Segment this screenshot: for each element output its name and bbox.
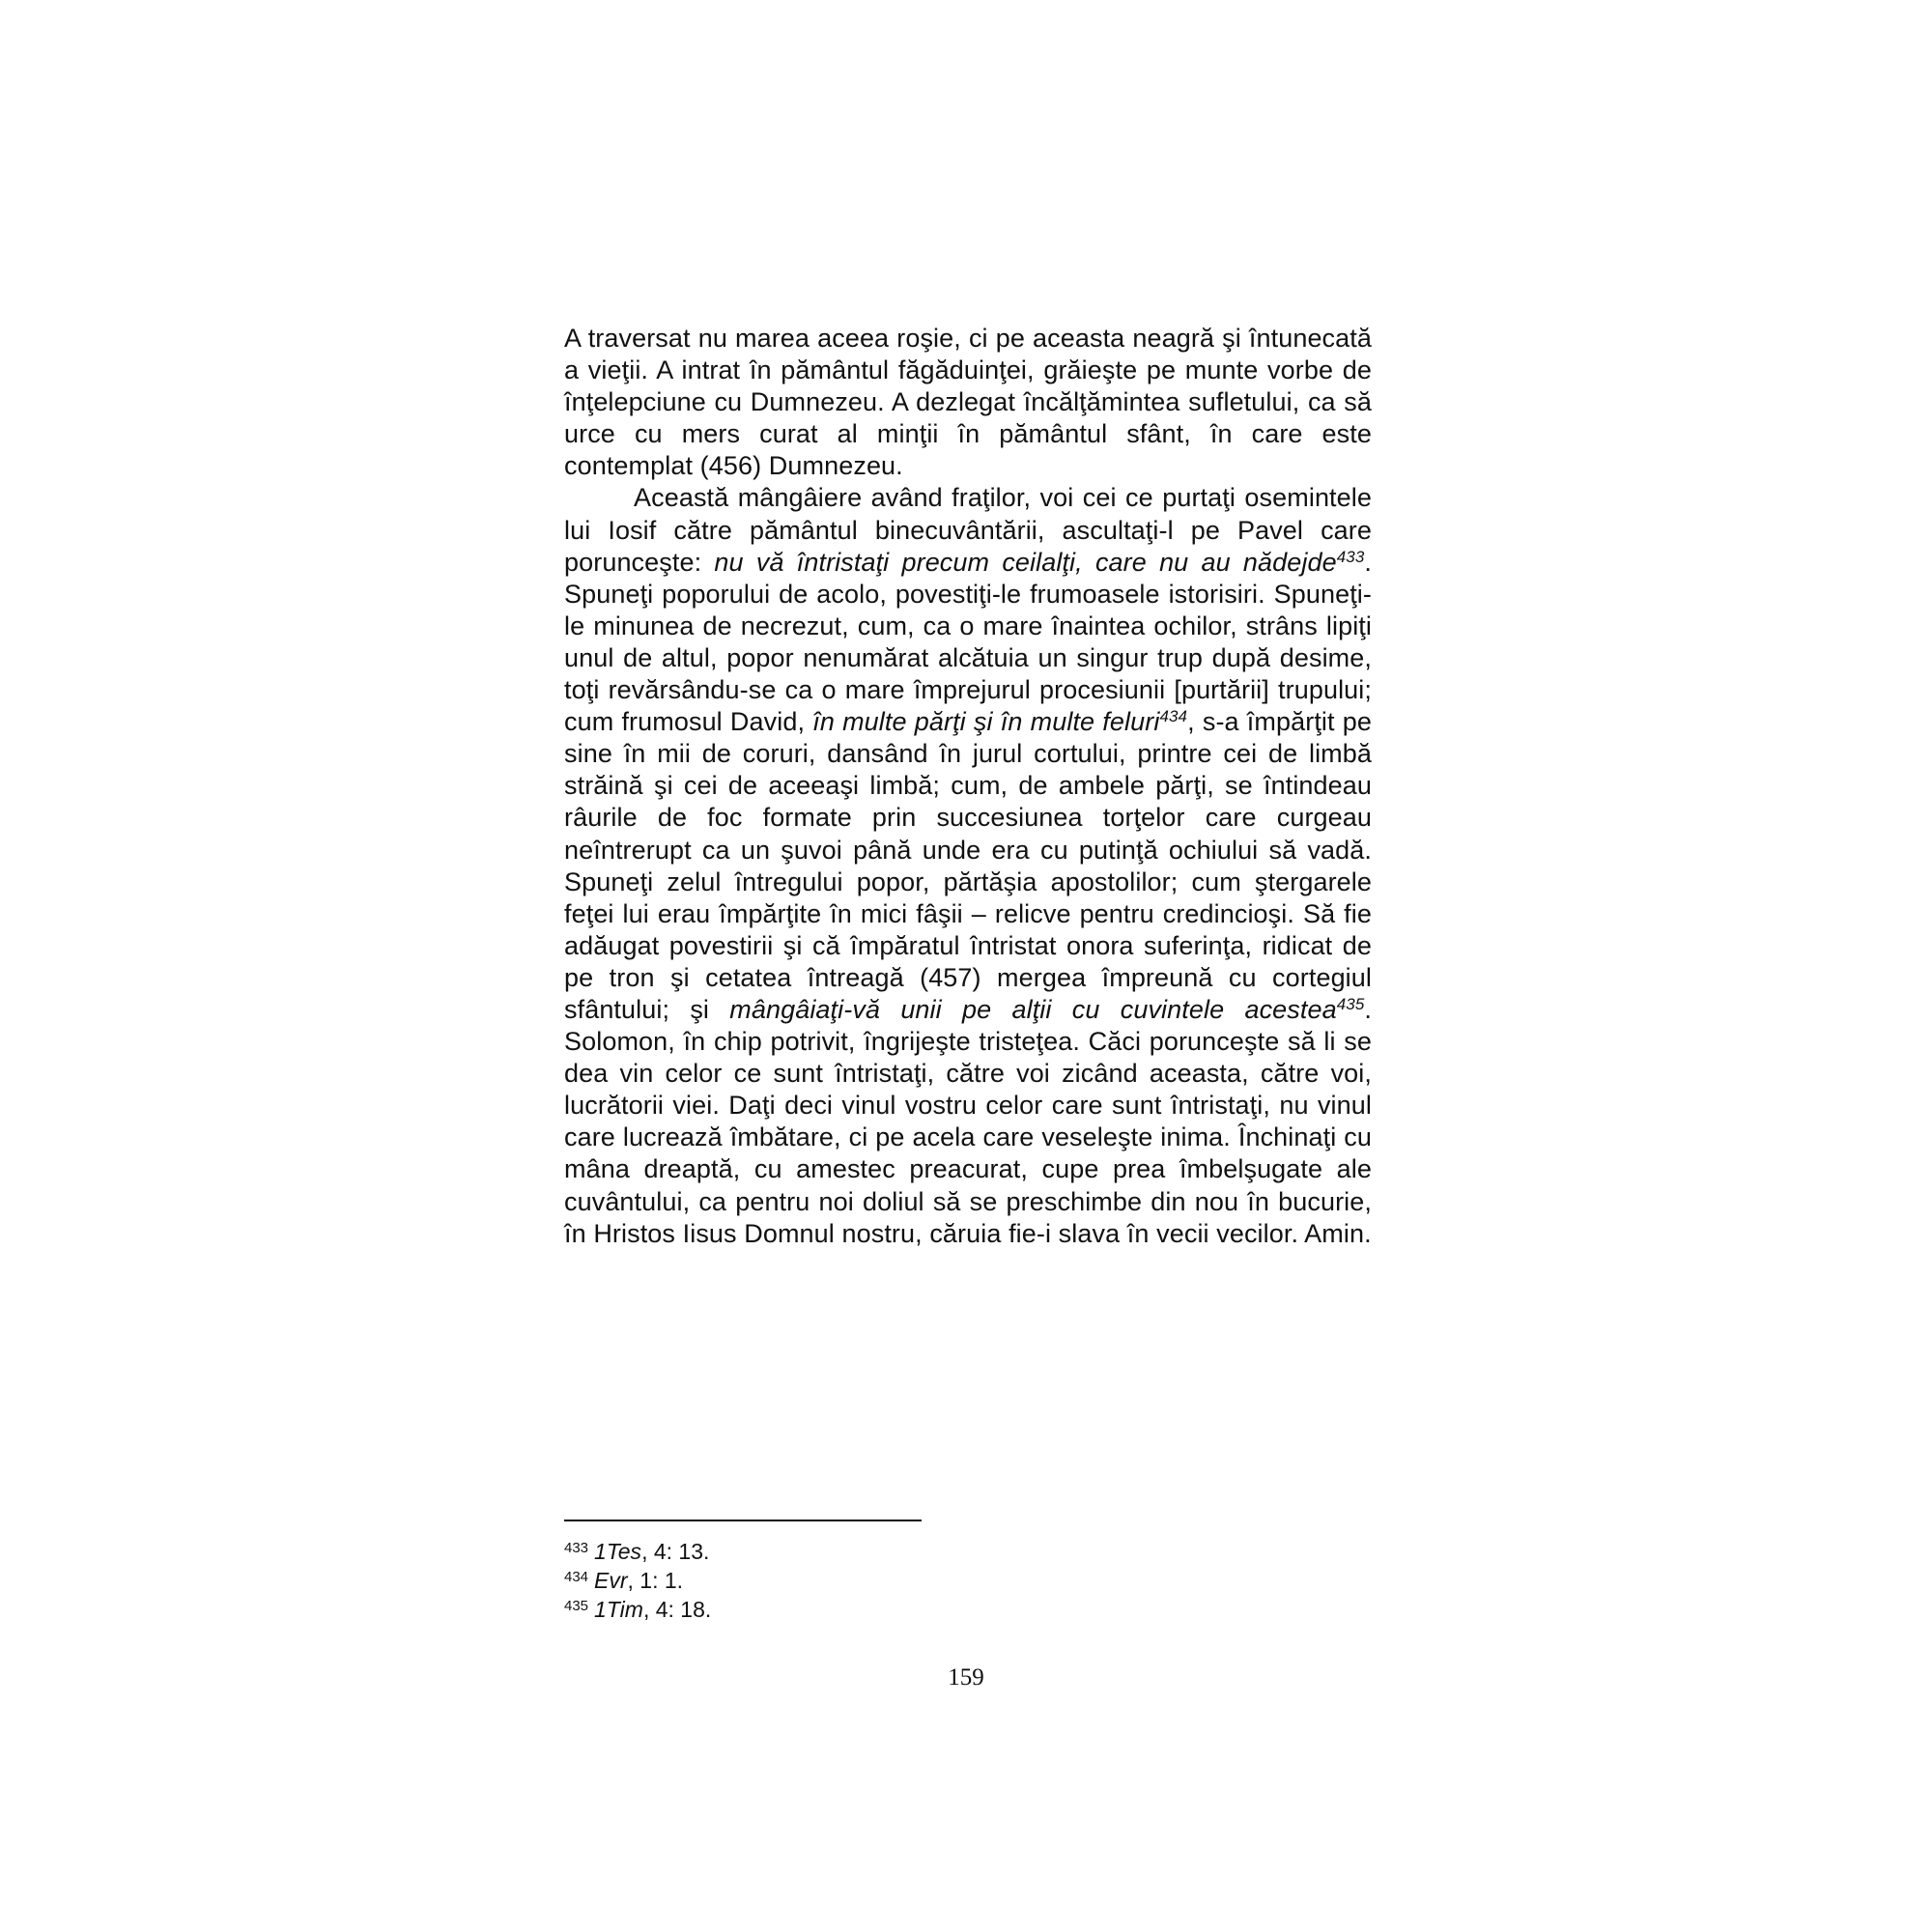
footnote-book: 1Tes bbox=[594, 1539, 642, 1564]
page-number: 159 bbox=[948, 1664, 984, 1690]
text-run: . Solomon, în chip potrivit, îngrijeşte tristeţea. Căci porunceşte să li se dea vin celor ce sunt întristaţi, către voi zicând aceasta, către voi, lucrătorii viei. Daţi deci vinul vostru celor care sunt întristaţi, nu vinul care lucrează îmbătare, ci pe acela care veseleşte inima. Închinaţi cu mâna dreaptă, cu amestec preacurat, cupe prea îmbelşugate ale cuvântului, ca pentru noi doliul să se preschimbe din nou în bucurie, în Hristos Iisus Domnul nostru, căruia fie-i slava în vecii vecilor. Amin. bbox=[564, 994, 1372, 1248]
footnote-reference: , 4: 18. bbox=[642, 1597, 712, 1622]
footnote-number: 434 bbox=[564, 1569, 589, 1585]
text-run: , s-a împărţit pe sine în mii de coruri, dansând în jurul cortului, printre cei de limbă străină şi cei de aceeaşi limbă; cum, de ambele părţi, se întindeau râurile de foc formate prin succesiunea torţelor care curgeau neîntrerupt ca un şuvoi până unde era cu putinţă ochiului să vadă. Spuneţi zelul întregului popor, părtăşia apostolilor; cum ştergarele feţei lui erau împărţite în mici fâşii – relicve pentru credincioşi. Să fie adăugat povestirii şi că împăratul întristat onora suferinţa, ridicat de pe tron şi cetatea întreagă (457) mergea împreună cu cortegiul sfântului; şi bbox=[564, 707, 1373, 1024]
main-text bbox=[564, 323, 1372, 1250]
footnote-book: Evr bbox=[594, 1568, 628, 1593]
scripture-quote: nu vă întristaţi precum ceilalţi, care nu au nădejde bbox=[714, 547, 1337, 577]
paragraph-1: A traversat nu marea aceea roşie, ci pe aceasta neagră şi întunecată a vieţii. A intrat în pământul făgăduinţei, grăieşte pe munte vorbe de înţelepciune cu Dumnezeu. A dezlegat încălţămintea sufletului, ca să urce cu mers curat al minţii în pământul sfânt, în care este contemplat (456) Dumnezeu. bbox=[564, 324, 1372, 481]
footnote-ref: 435 bbox=[1336, 994, 1365, 1013]
footnote-ref: 434 bbox=[1159, 707, 1188, 726]
scripture-quote: mângâiaţi-vă unii pe alţii cu cuvintele acestea bbox=[729, 994, 1337, 1024]
footnote bbox=[564, 1595, 1240, 1624]
footnote-reference: , 1: 1. bbox=[627, 1568, 684, 1593]
footnote-separator bbox=[564, 1520, 922, 1521]
text-run: . Spuneţi poporului de acolo, povestiţi-le frumoasele istorisiri. Spuneţi-le minunea de necrezut, cum, ca o mare înaintea ochilor, strâns lipiţi unul de altul, popor nenumărat alcătuia un singur trup după desime, toţi revărsându-se ca o mare împrejurul procesiunii [purtării] trupului; cum frumosul David, bbox=[564, 547, 1373, 737]
footnote-ref: 433 bbox=[1336, 547, 1365, 566]
text-run: Această mângâiere având fraţilor, voi cei ce purtaţi osemintele lui Iosif către pământul binecuvântării, ascultaţi-l pe Pavel care porunceşte: bbox=[564, 483, 1372, 577]
footnote bbox=[564, 1537, 1240, 1566]
footnote bbox=[564, 1566, 1240, 1595]
paragraph-2 bbox=[564, 482, 1372, 1249]
footnote-number: 435 bbox=[564, 1598, 589, 1614]
footnote-number: 433 bbox=[564, 1540, 589, 1556]
footnote-book: 1Tim bbox=[594, 1597, 643, 1622]
scripture-quote: în multe părţi şi în multe feluri bbox=[812, 707, 1160, 737]
footnotes bbox=[564, 1537, 1240, 1624]
footnote-reference: , 4: 13. bbox=[641, 1539, 710, 1564]
